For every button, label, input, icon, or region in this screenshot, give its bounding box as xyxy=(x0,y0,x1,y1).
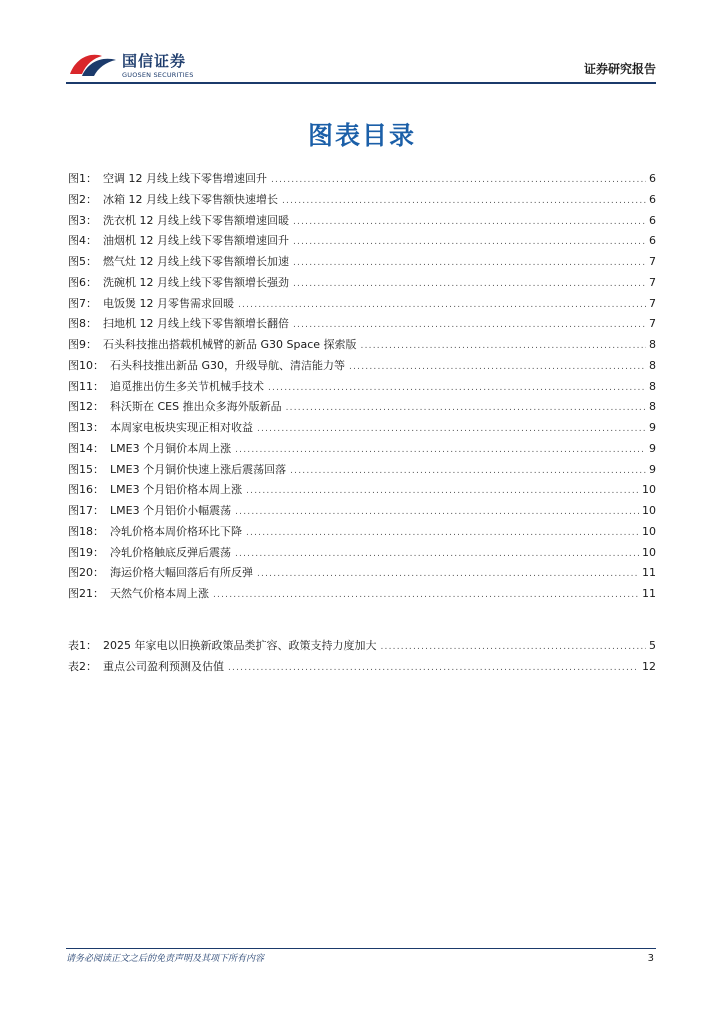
entry-page-number: 6 xyxy=(649,234,656,248)
figure-entry[interactable] xyxy=(68,295,656,316)
logo-text-en: GUOSEN SECURITIES xyxy=(122,71,194,79)
guosen-logo-icon xyxy=(68,50,120,78)
entry-label: 图3： xyxy=(68,213,97,227)
dot-leader xyxy=(349,362,646,372)
table-entry[interactable] xyxy=(68,658,656,679)
entry-page-number: 10 xyxy=(642,545,656,559)
entry-label: 图9： xyxy=(68,338,97,351)
entry-page-number: 10 xyxy=(642,524,656,538)
figure-entry[interactable] xyxy=(68,419,656,440)
entry-title: LME3 个月铝价格本周上涨 xyxy=(110,483,243,497)
dot-leader xyxy=(246,528,639,538)
page-title: 图表目录 xyxy=(307,121,416,150)
figure-entry[interactable] xyxy=(68,585,656,606)
entry-title: LME3 个月铜价本周上涨 xyxy=(110,441,232,455)
dot-leader xyxy=(246,486,639,496)
entry-title: 石头科技推出搭载机械臂的新品 G30 Space 探索版 xyxy=(103,338,357,351)
entry-title: LME3 个月铝价小幅震荡 xyxy=(110,504,232,517)
figure-entry[interactable] xyxy=(68,461,656,482)
entry-page-number: 9 xyxy=(649,441,656,455)
entry-page-number: 7 xyxy=(649,255,656,268)
dot-leader xyxy=(381,642,647,652)
figure-entry[interactable] xyxy=(68,274,656,295)
figure-entry[interactable] xyxy=(68,502,656,523)
entry-label: 图20： xyxy=(68,566,104,580)
figure-entry[interactable] xyxy=(68,170,656,191)
entry-title: 海运价格大幅回落后有所反弹 xyxy=(110,566,253,580)
entry-title: 石头科技推出新品 G30，升级导航、清洁能力等 xyxy=(110,358,346,372)
dot-leader xyxy=(290,466,646,476)
guosen-logo xyxy=(66,46,206,82)
dot-leader xyxy=(293,217,646,227)
entry-page-number: 8 xyxy=(649,358,656,372)
entry-page-number: 8 xyxy=(649,400,656,414)
entry-title: 燃气灶 12 月线上线下零售额增长加速 xyxy=(103,255,289,268)
entry-page-number: 9 xyxy=(649,462,656,476)
entry-title: LME3 个月铜价快速上涨后震荡回落 xyxy=(110,462,287,476)
dot-leader xyxy=(293,258,646,268)
dot-leader xyxy=(235,445,646,455)
entry-title: 天然气价格本周上涨 xyxy=(110,587,209,600)
entry-label: 图11： xyxy=(68,379,104,393)
entry-label: 图2： xyxy=(68,192,97,206)
entry-label: 图16： xyxy=(68,483,104,497)
entry-page-number: 12 xyxy=(642,659,656,673)
entry-page-number: 8 xyxy=(649,379,656,393)
dot-leader xyxy=(235,507,639,517)
report-type: 证券研究报告 xyxy=(583,62,656,76)
page-number: 3 xyxy=(647,953,654,964)
entry-page-number: 11 xyxy=(642,566,656,580)
page-header xyxy=(66,46,656,84)
dot-leader xyxy=(361,341,646,351)
entry-title: 洗衣机 12 月线上线下零售额增速回暖 xyxy=(103,213,289,227)
dot-leader xyxy=(213,590,639,600)
dot-leader xyxy=(228,663,639,673)
entry-page-number: 7 xyxy=(649,296,656,310)
entry-label: 图17： xyxy=(68,504,104,517)
entry-label: 图13： xyxy=(68,421,104,434)
figure-entry[interactable] xyxy=(68,212,656,233)
dot-leader xyxy=(282,196,646,206)
entry-title: 本周家电板块实现正相对收益 xyxy=(110,421,253,434)
entry-label: 表1： xyxy=(68,639,97,652)
entry-title: 洗碗机 12 月线上线下零售额增长强劲 xyxy=(103,275,289,289)
entry-page-number: 7 xyxy=(649,275,656,289)
figure-entry[interactable] xyxy=(68,378,656,399)
entry-label: 图12： xyxy=(68,400,104,414)
entry-title: 追觅推出仿生多关节机械手技术 xyxy=(110,379,264,393)
entry-page-number: 8 xyxy=(649,338,656,351)
figure-entry[interactable] xyxy=(68,191,656,212)
figure-entry[interactable] xyxy=(68,315,656,336)
entry-label: 图14： xyxy=(68,441,104,455)
dot-leader xyxy=(293,279,646,289)
dot-leader xyxy=(271,175,646,185)
dot-leader xyxy=(293,237,646,247)
dot-leader xyxy=(257,424,646,434)
entry-title: 电饭煲 12 月零售需求回暖 xyxy=(103,296,234,310)
entry-title: 冷轧价格本周价格环比下降 xyxy=(110,524,242,538)
figure-entry[interactable] xyxy=(68,564,656,585)
table-entry[interactable] xyxy=(68,637,656,658)
entry-page-number: 6 xyxy=(649,192,656,206)
table-list xyxy=(68,637,656,679)
dot-leader xyxy=(293,320,646,330)
footer-divider xyxy=(66,948,656,949)
figure-entry[interactable] xyxy=(68,336,656,357)
entry-label: 图18： xyxy=(68,524,104,538)
entry-title: 冷轧价格触底反弹后震荡 xyxy=(110,545,231,559)
header-divider xyxy=(66,82,656,84)
entry-page-number: 11 xyxy=(642,587,656,600)
entry-page-number: 10 xyxy=(642,483,656,497)
entry-page-number: 6 xyxy=(649,172,656,185)
dot-leader xyxy=(238,300,646,310)
entry-label: 图7： xyxy=(68,296,97,310)
figure-entry[interactable] xyxy=(68,253,656,274)
entry-label: 图10： xyxy=(68,358,104,372)
entry-label: 表2： xyxy=(68,659,97,673)
figure-entry[interactable] xyxy=(68,481,656,502)
entry-label: 图5： xyxy=(68,255,97,268)
figure-entry[interactable] xyxy=(68,544,656,565)
entry-label: 图6： xyxy=(68,275,97,289)
figure-list xyxy=(68,170,656,606)
dot-leader xyxy=(286,403,646,413)
entry-label: 图21： xyxy=(68,587,104,600)
entry-page-number: 7 xyxy=(649,317,656,331)
entry-title: 重点公司盈利预测及估值 xyxy=(103,659,224,673)
dot-leader xyxy=(268,383,646,393)
entry-page-number: 9 xyxy=(649,421,656,434)
entry-page-number: 5 xyxy=(649,639,656,652)
entry-page-number: 10 xyxy=(642,504,656,517)
entry-title: 2025 年家电以旧换新政策品类扩容、政策支持力度加大 xyxy=(103,639,377,652)
entry-label: 图19： xyxy=(68,545,104,559)
entry-title: 科沃斯在 CES 推出众多海外版新品 xyxy=(110,400,282,414)
entry-label: 图1： xyxy=(68,172,97,185)
dot-leader xyxy=(235,549,639,559)
entry-title: 空调 12 月线上线下零售增速回升 xyxy=(103,172,267,185)
figure-entry[interactable] xyxy=(68,440,656,461)
figure-entry[interactable] xyxy=(68,232,656,253)
entry-label: 图15： xyxy=(68,462,104,476)
entry-label: 图8： xyxy=(68,317,97,331)
entry-title: 扫地机 12 月线上线下零售额增长翻倍 xyxy=(103,317,289,331)
entry-label: 图4： xyxy=(68,234,97,248)
logo-text-cn: 国信证券 xyxy=(122,52,187,70)
entry-title: 油烟机 12 月线上线下零售额增速回升 xyxy=(103,234,289,248)
figure-entry[interactable] xyxy=(68,398,656,419)
disclaimer: 请务必阅读正文之后的免责声明及其项下所有内容 xyxy=(66,954,265,964)
entry-page-number: 6 xyxy=(649,213,656,227)
entry-title: 冰箱 12 月线上线下零售额快速增长 xyxy=(103,192,278,206)
figure-entry[interactable] xyxy=(68,523,656,544)
figure-entry[interactable] xyxy=(68,357,656,378)
dot-leader xyxy=(257,569,639,579)
